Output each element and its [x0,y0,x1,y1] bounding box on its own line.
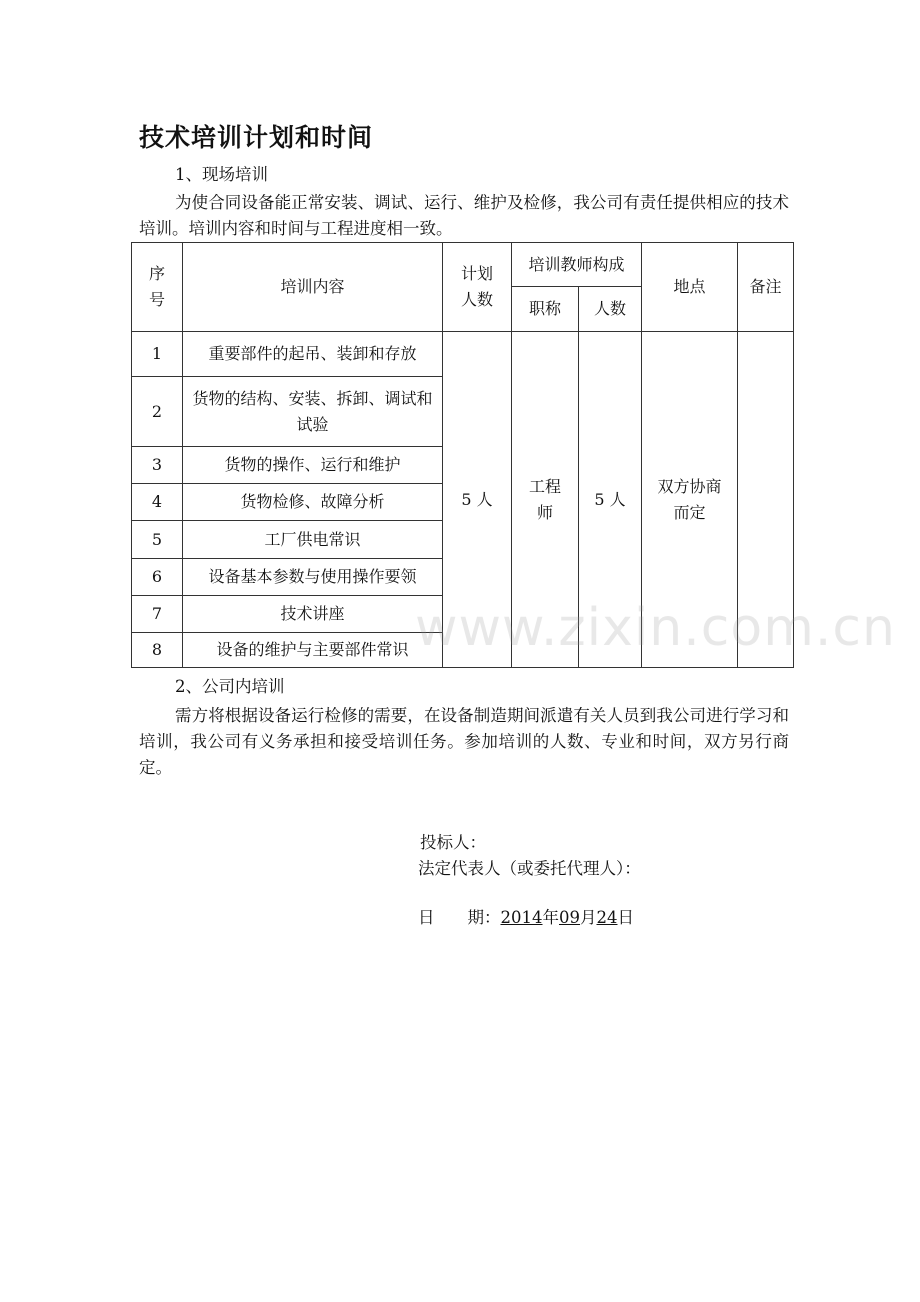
row-content: 重要部件的起吊、装卸和存放 [183,332,443,377]
row-number: 4 [132,484,183,521]
table-row [132,332,794,377]
date-line [418,904,634,928]
date-year: 2014 [500,908,543,927]
row-content: 设备的维护与主要部件常识 [183,633,443,668]
header-content: 培训内容 [183,243,443,332]
header-seq: 序 号 [132,243,183,332]
row-number: 5 [132,521,183,559]
header-teacher: 培训教师构成 [512,243,642,287]
row-number: 2 [132,377,183,447]
row-content: 技术讲座 [183,596,443,633]
row-number: 1 [132,332,183,377]
date-label: 日 期： [418,908,501,927]
bidder-label: 投标人： [420,833,486,852]
plan-count-cell: 5 人 [443,332,512,668]
header-plan: 计划 人数 [443,243,512,332]
row-content: 货物检修、故障分析 [183,484,443,521]
header-teacher-title: 职称 [512,287,579,332]
document-title: 技术培训计划和时间 [139,123,374,152]
header-remark: 备注 [738,243,794,332]
row-content: 工厂供电常识 [183,521,443,559]
row-number: 8 [132,633,183,668]
place-cell: 双方协商 而定 [642,332,738,668]
date-month: 09 [559,908,580,927]
row-content: 货物的结构、安装、拆卸、调试和试验 [183,377,443,447]
section1-paragraph: 为使合同设备能正常安装、调试、运行、维护及检修，我公司有责任提供相应的技术培训。培训内容和时间与工程进度相一致。 [139,193,789,238]
teacher-title-cell: 工程 师 [512,332,579,668]
date-day: 24 [596,908,618,927]
section2-heading: 2、公司内培训 [175,677,285,696]
row-content: 设备基本参数与使用操作要领 [183,559,443,596]
watermark: www.zixin.com.cn [415,598,896,658]
date-year-unit: 年 [542,908,559,927]
header-teacher-count: 人数 [579,287,642,332]
row-number: 6 [132,559,183,596]
row-content: 货物的操作、运行和维护 [183,447,443,484]
section2-paragraph: 需方将根据设备运行检修的需要，在设备制造期间派遣有关人员到我公司进行学习和培训，我公司有义务承担和接受培训任务。参加培训的人数、专业和时间，双方另行商定。 [139,706,789,777]
date-day-unit: 日 [617,908,634,927]
section1-heading: 1、现场培训 [175,165,268,184]
representative-label: 法定代表人（或委托代理人）： [418,859,641,878]
teacher-count-cell: 5 人 [579,332,642,668]
date-month-unit: 月 [580,908,597,927]
row-number: 3 [132,447,183,484]
row-number: 7 [132,596,183,633]
header-place: 地点 [642,243,738,332]
